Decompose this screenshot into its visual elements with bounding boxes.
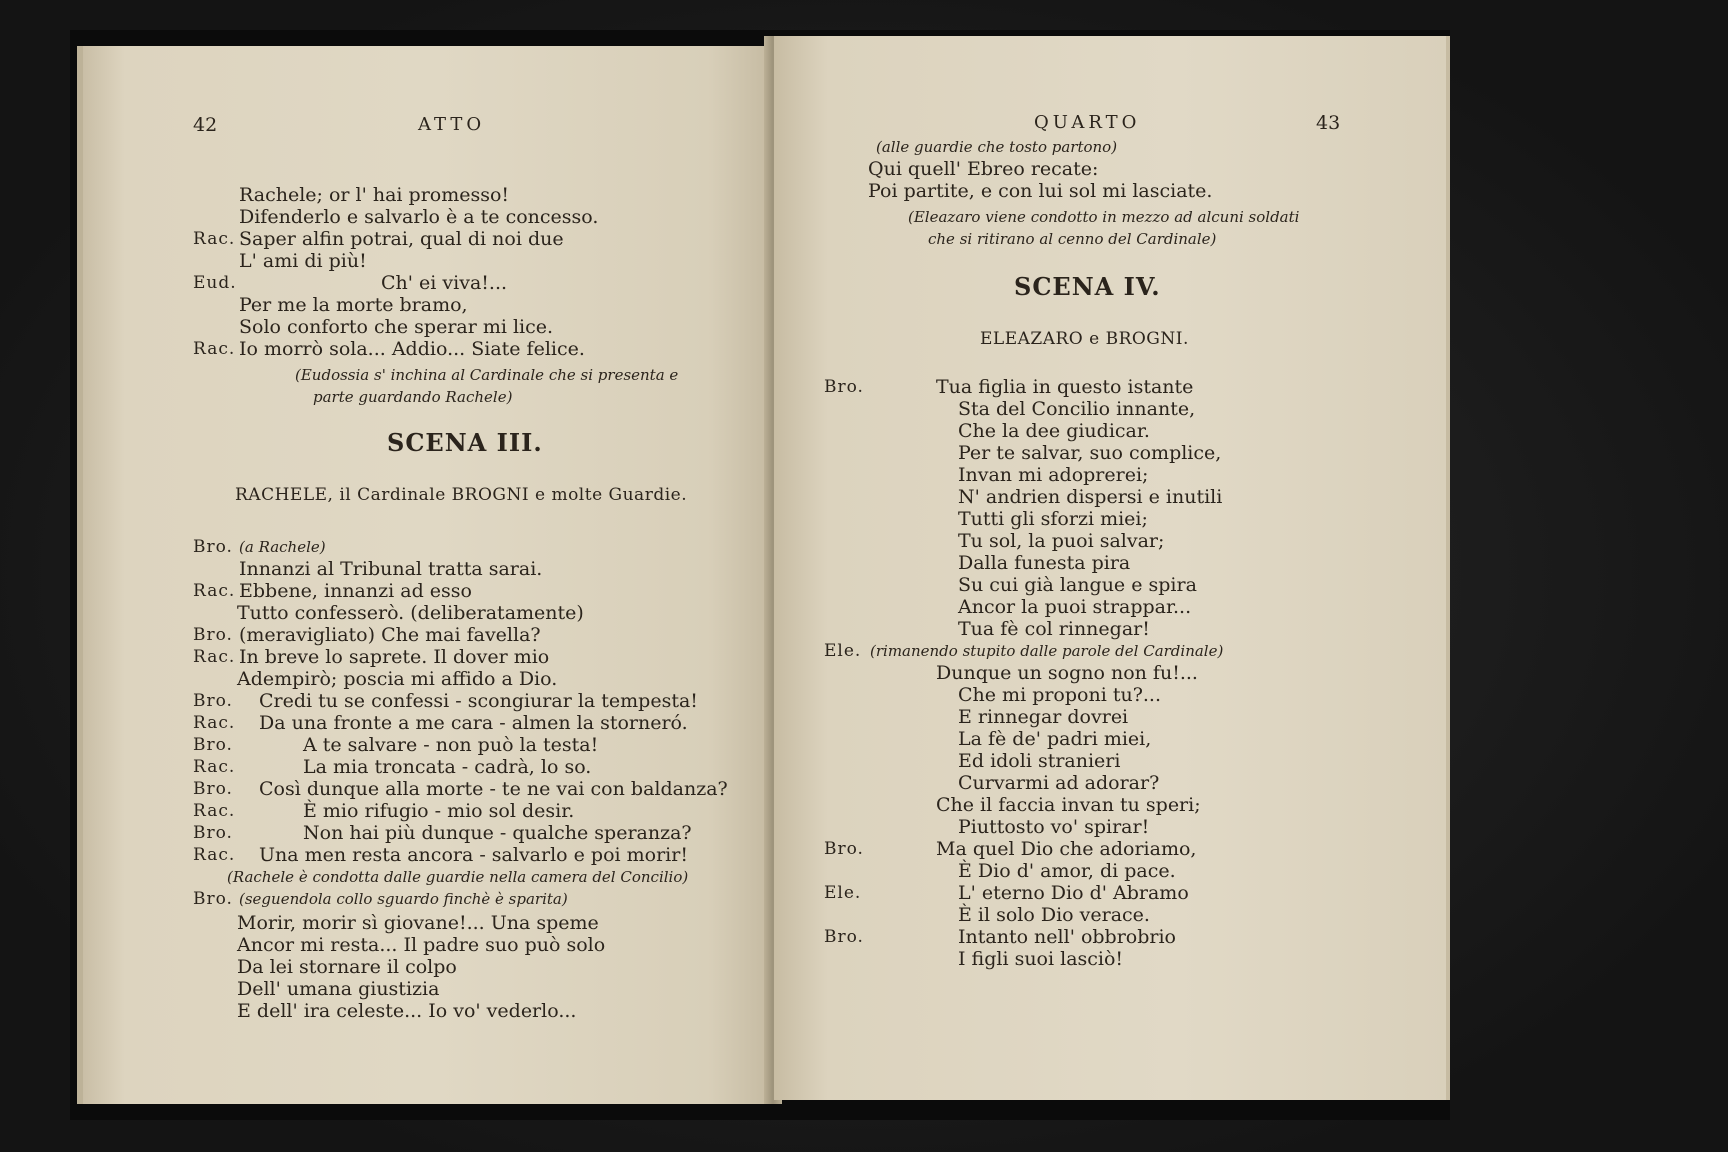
stage-direction: (rimanendo stupito dalle parole del Cardinale) — [870, 642, 1224, 660]
speaker-label: Rac. — [193, 647, 236, 667]
verse-line: Adempirò; poscia mi affido a Dio. — [237, 668, 558, 690]
scene-heading: SCENA III. — [387, 428, 543, 457]
verse-line: Che il faccia invan tu speri; — [936, 794, 1201, 816]
verse-line: Tutti gli sforzi miei; — [958, 508, 1148, 530]
verse-line: È Dio d' amor, di pace. — [958, 860, 1176, 882]
stage-direction: (seguendola collo sguardo finchè è sparita) — [239, 890, 568, 908]
stage-direction: che si ritirano al cenno del Cardinale) — [928, 230, 1217, 248]
verse-line: Da lei stornare il colpo — [237, 956, 457, 978]
speaker-label: Rac. — [193, 581, 236, 601]
speaker-label: Bro. — [193, 537, 233, 557]
verse-line: La mia troncata - cadrà, lo so. — [303, 756, 592, 778]
running-header: ATTO — [418, 114, 486, 135]
verse-line: Poi partite, e con lui sol mi lasciate. — [868, 180, 1213, 202]
speaker-label: Bro. — [824, 927, 864, 947]
stage-direction: (Eudossia s' inchina al Cardinale che si presenta e — [295, 366, 679, 384]
character-list: ELEAZARO e BROGNI. — [980, 329, 1189, 349]
verse-line: Tua figlia in questo istante — [936, 376, 1194, 398]
verse-line: Io morrò sola... Addio... Siate felice. — [239, 338, 585, 360]
verse-line: Curvarmi ad adorar? — [958, 772, 1160, 794]
left-page — [77, 46, 778, 1104]
page-number: 43 — [1316, 112, 1341, 134]
stage-direction: parte guardando Rachele) — [313, 388, 513, 406]
speaker-label: Bro. — [193, 691, 233, 711]
speaker-label: Bro. — [193, 823, 233, 843]
verse-line: Tu sol, la puoi salvar; — [958, 530, 1165, 552]
verse-line: Tutto confesserò. (deliberatamente) — [237, 602, 584, 624]
verse-line: A te salvare - non può la testa! — [303, 734, 599, 756]
verse-line: Dalla funesta pira — [958, 552, 1131, 574]
verse-line: Per me la morte bramo, — [239, 294, 468, 316]
right-page — [774, 36, 1450, 1100]
verse-line: Ch' ei viva!... — [381, 272, 508, 294]
verse-line: Una men resta ancora - salvarlo e poi morir! — [259, 844, 688, 866]
verse-line: Intanto nell' obbrobrio — [958, 926, 1176, 948]
verse-line: È il solo Dio verace. — [958, 904, 1150, 926]
speaker-label: Ele. — [824, 883, 862, 903]
verse-line: Difenderlo e salvarlo è a te concesso. — [239, 206, 599, 228]
speaker-label: Rac. — [193, 229, 236, 249]
page-number: 42 — [193, 114, 218, 136]
verse-line: Dunque un sogno non fu!... — [936, 662, 1198, 684]
verse-line: La fè de' padri miei, — [958, 728, 1152, 750]
verse-line: E dell' ira celeste... Io vo' vederlo... — [237, 1000, 577, 1022]
verse-line: Piuttosto vo' spirar! — [958, 816, 1150, 838]
speaker-label: Rac. — [193, 757, 236, 777]
verse-line: L' ami di più! — [239, 250, 367, 272]
speaker-label: Bro. — [193, 889, 233, 909]
speaker-label: Rac. — [193, 801, 236, 821]
verse-line: Da una fronte a me cara - almen la storneró. — [259, 712, 688, 734]
verse-line: Solo conforto che sperar mi lice. — [239, 316, 554, 338]
verse-line: Credi tu se confessi - scongiurar la tempesta! — [259, 690, 698, 712]
speaker-label: Bro. — [193, 779, 233, 799]
verse-line: Dell' umana giustizia — [237, 978, 440, 1000]
verse-line: Tua fè col rinnegar! — [958, 618, 1150, 640]
verse-line: Su cui già langue e spira — [958, 574, 1197, 596]
stage-direction: (Eleazaro viene condotto in mezzo ad alcuni soldati — [908, 208, 1300, 226]
verse-line: Che la dee giudicar. — [958, 420, 1150, 442]
verse-line: Per te salvar, suo complice, — [958, 442, 1222, 464]
verse-line: Morir, morir sì giovane!... Una speme — [237, 912, 599, 934]
verse-line: Non hai più dunque - qualche speranza? — [303, 822, 692, 844]
verse-line: Che mi proponi tu?... — [958, 684, 1162, 706]
speaker-label: Rac. — [193, 339, 236, 359]
verse-line: Saper alfin potrai, qual di noi due — [239, 228, 564, 250]
verse-line: Ancor la puoi strappar... — [958, 596, 1192, 618]
stage-direction: (Rachele è condotta dalle guardie nella camera del Concilio) — [227, 868, 689, 886]
verse-line: È mio rifugio - mio sol desir. — [303, 800, 575, 822]
verse-line: I figli suoi lasciò! — [958, 948, 1124, 970]
verse-line: Ebbene, innanzi ad esso — [239, 580, 472, 602]
verse-line: In breve lo saprete. Il dover mio — [239, 646, 550, 668]
running-header: QUARTO — [1034, 112, 1141, 133]
speaker-label: Rac. — [193, 713, 236, 733]
verse-line: N' andrien dispersi e inutili — [958, 486, 1223, 508]
speaker-label: Bro. — [824, 377, 864, 397]
character-list: RACHELE, il Cardinale BROGNI e molte Guardie. — [235, 485, 688, 505]
verse-line: Innanzi al Tribunal tratta sarai. — [239, 558, 543, 580]
speaker-label: Bro. — [193, 735, 233, 755]
verse-line: L' eterno Dio d' Abramo — [958, 882, 1189, 904]
verse-line: Sta del Concilio innante, — [958, 398, 1196, 420]
verse-line: Ma quel Dio che adoriamo, — [936, 838, 1197, 860]
stage-direction: (alle guardie che tosto partono) — [876, 138, 1118, 156]
verse-line: Così dunque alla morte - te ne vai con baldanza? — [259, 778, 728, 800]
speaker-label: Bro. — [824, 839, 864, 859]
verse-line: Ed idoli stranieri — [958, 750, 1121, 772]
verse-line: Invan mi adoprerei; — [958, 464, 1149, 486]
speaker-label: Ele. — [824, 641, 862, 661]
verse-line: E rinnegar dovrei — [958, 706, 1129, 728]
speaker-label: Eud. — [193, 273, 237, 293]
scene-heading: SCENA IV. — [1014, 272, 1161, 301]
verse-line: Qui quell' Ebreo recate: — [868, 158, 1099, 180]
verse-line: Ancor mi resta... Il padre suo può solo — [237, 934, 606, 956]
verse-line: Rachele; or l' hai promesso! — [239, 184, 510, 206]
speaker-label: Rac. — [193, 845, 236, 865]
stage-direction: (a Rachele) — [239, 538, 326, 556]
verse-line: (meravigliato) Che mai favella? — [239, 624, 541, 646]
speaker-label: Bro. — [193, 625, 233, 645]
